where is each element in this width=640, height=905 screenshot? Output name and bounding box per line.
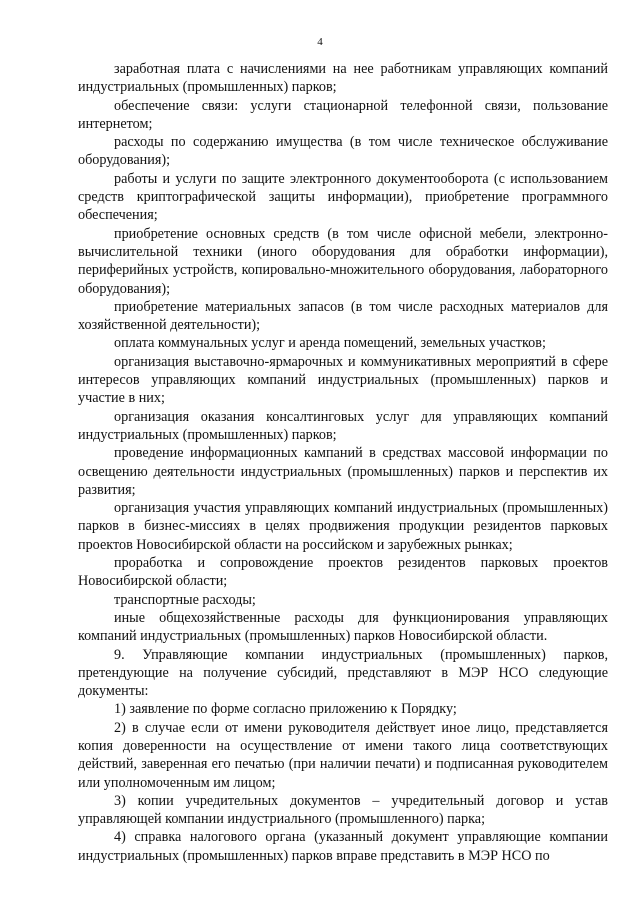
- document-body: [78, 60, 608, 865]
- paragraph-subitem-3: 3) копии учредительных документов – учредительный договор и устав управляющей компании индустриального (промышленного) парка;: [78, 792, 608, 828]
- paragraph-transport: транспортные расходы;: [114, 591, 256, 608]
- paragraph-utilities: оплата коммунальных услуг и аренда помещений, земельных участков;: [114, 335, 546, 352]
- paragraph-subitem-1: 1) заявление по форме согласно приложению к Порядку;: [114, 701, 457, 718]
- paragraph-document-security: работы и услуги по защите электронного документооборота (с использованием средств криптографической защиты информации), приобретение программного обеспечения;: [78, 170, 608, 224]
- paragraph-general-expenses: иные общехозяйственные расходы для функционирования управляющих компаний индустриальных (промышленных) парков Новосибирской области.: [78, 609, 608, 645]
- paragraph-fixed-assets: приобретение основных средств (в том числе офисной мебели, электронно-вычислительной техники (иного оборудования для обработки информации), периферийных устройств, копировально-множительного оборудования, лабораторного оборудования);: [78, 225, 608, 297]
- page-number: 4: [317, 36, 323, 48]
- paragraph-subitem-2: 2) в случае если от имени руководителя действует иное лицо, представляется копия доверенности на осуществление от имени такого лица соответствующих действий, заверенная его печатью (при наличии печати) и подписанная руководителем или уполномоченным им лицом;: [78, 719, 608, 791]
- paragraph-subitem-4: 4) справка налогового органа (указанный документ управляющие компании индустриальных (промышленных) парков вправе представить в МЭР НСО по: [78, 829, 608, 864]
- paragraph-property-maintenance: расходы по содержанию имущества (в том числе техническое обслуживание оборудования);: [78, 134, 608, 169]
- paragraph-consulting: организация оказания консалтинговых услуг для управляющих компаний индустриальных (промышленных) парков;: [78, 408, 608, 443]
- paragraph-business-missions: организация участия управляющих компаний индустриальных (промышленных) парков в бизнес-миссиях в целях продвижения продукции резидентов парковых проектов Новосибирской области на российском и зарубежных рынках;: [78, 500, 608, 553]
- paragraph-salary: заработная плата с начислениями на нее работникам управляющих компаний индустриальных (промышленных) парков;: [78, 61, 608, 96]
- paragraph-media-campaigns: проведение информационных кампаний в средствах массовой информации по освещению деятельности индустриальных (промышленных) парков и перспектив их развития;: [78, 445, 608, 498]
- paragraph-resident-projects: проработка и сопровождение проектов резидентов парковых проектов Новосибирской области;: [78, 555, 608, 590]
- paragraph-exhibitions: организация выставочно-ярмарочных и коммуникативных мероприятий в сфере интересов управляющих компаний индустриальных (промышленных) парков и участие в них;: [78, 353, 608, 407]
- paragraph-item-9: 9. Управляющие компании индустриальных (промышленных) парков, претендующие на получение субсидий, представляют в МЭР НСО следующие документы:: [78, 646, 608, 700]
- paragraph-materials: приобретение материальных запасов (в том числе расходных материалов для хозяйственной деятельности);: [78, 298, 608, 334]
- paragraph-communications: обеспечение связи: услуги стационарной телефонной связи, пользование интернетом;: [78, 97, 608, 132]
